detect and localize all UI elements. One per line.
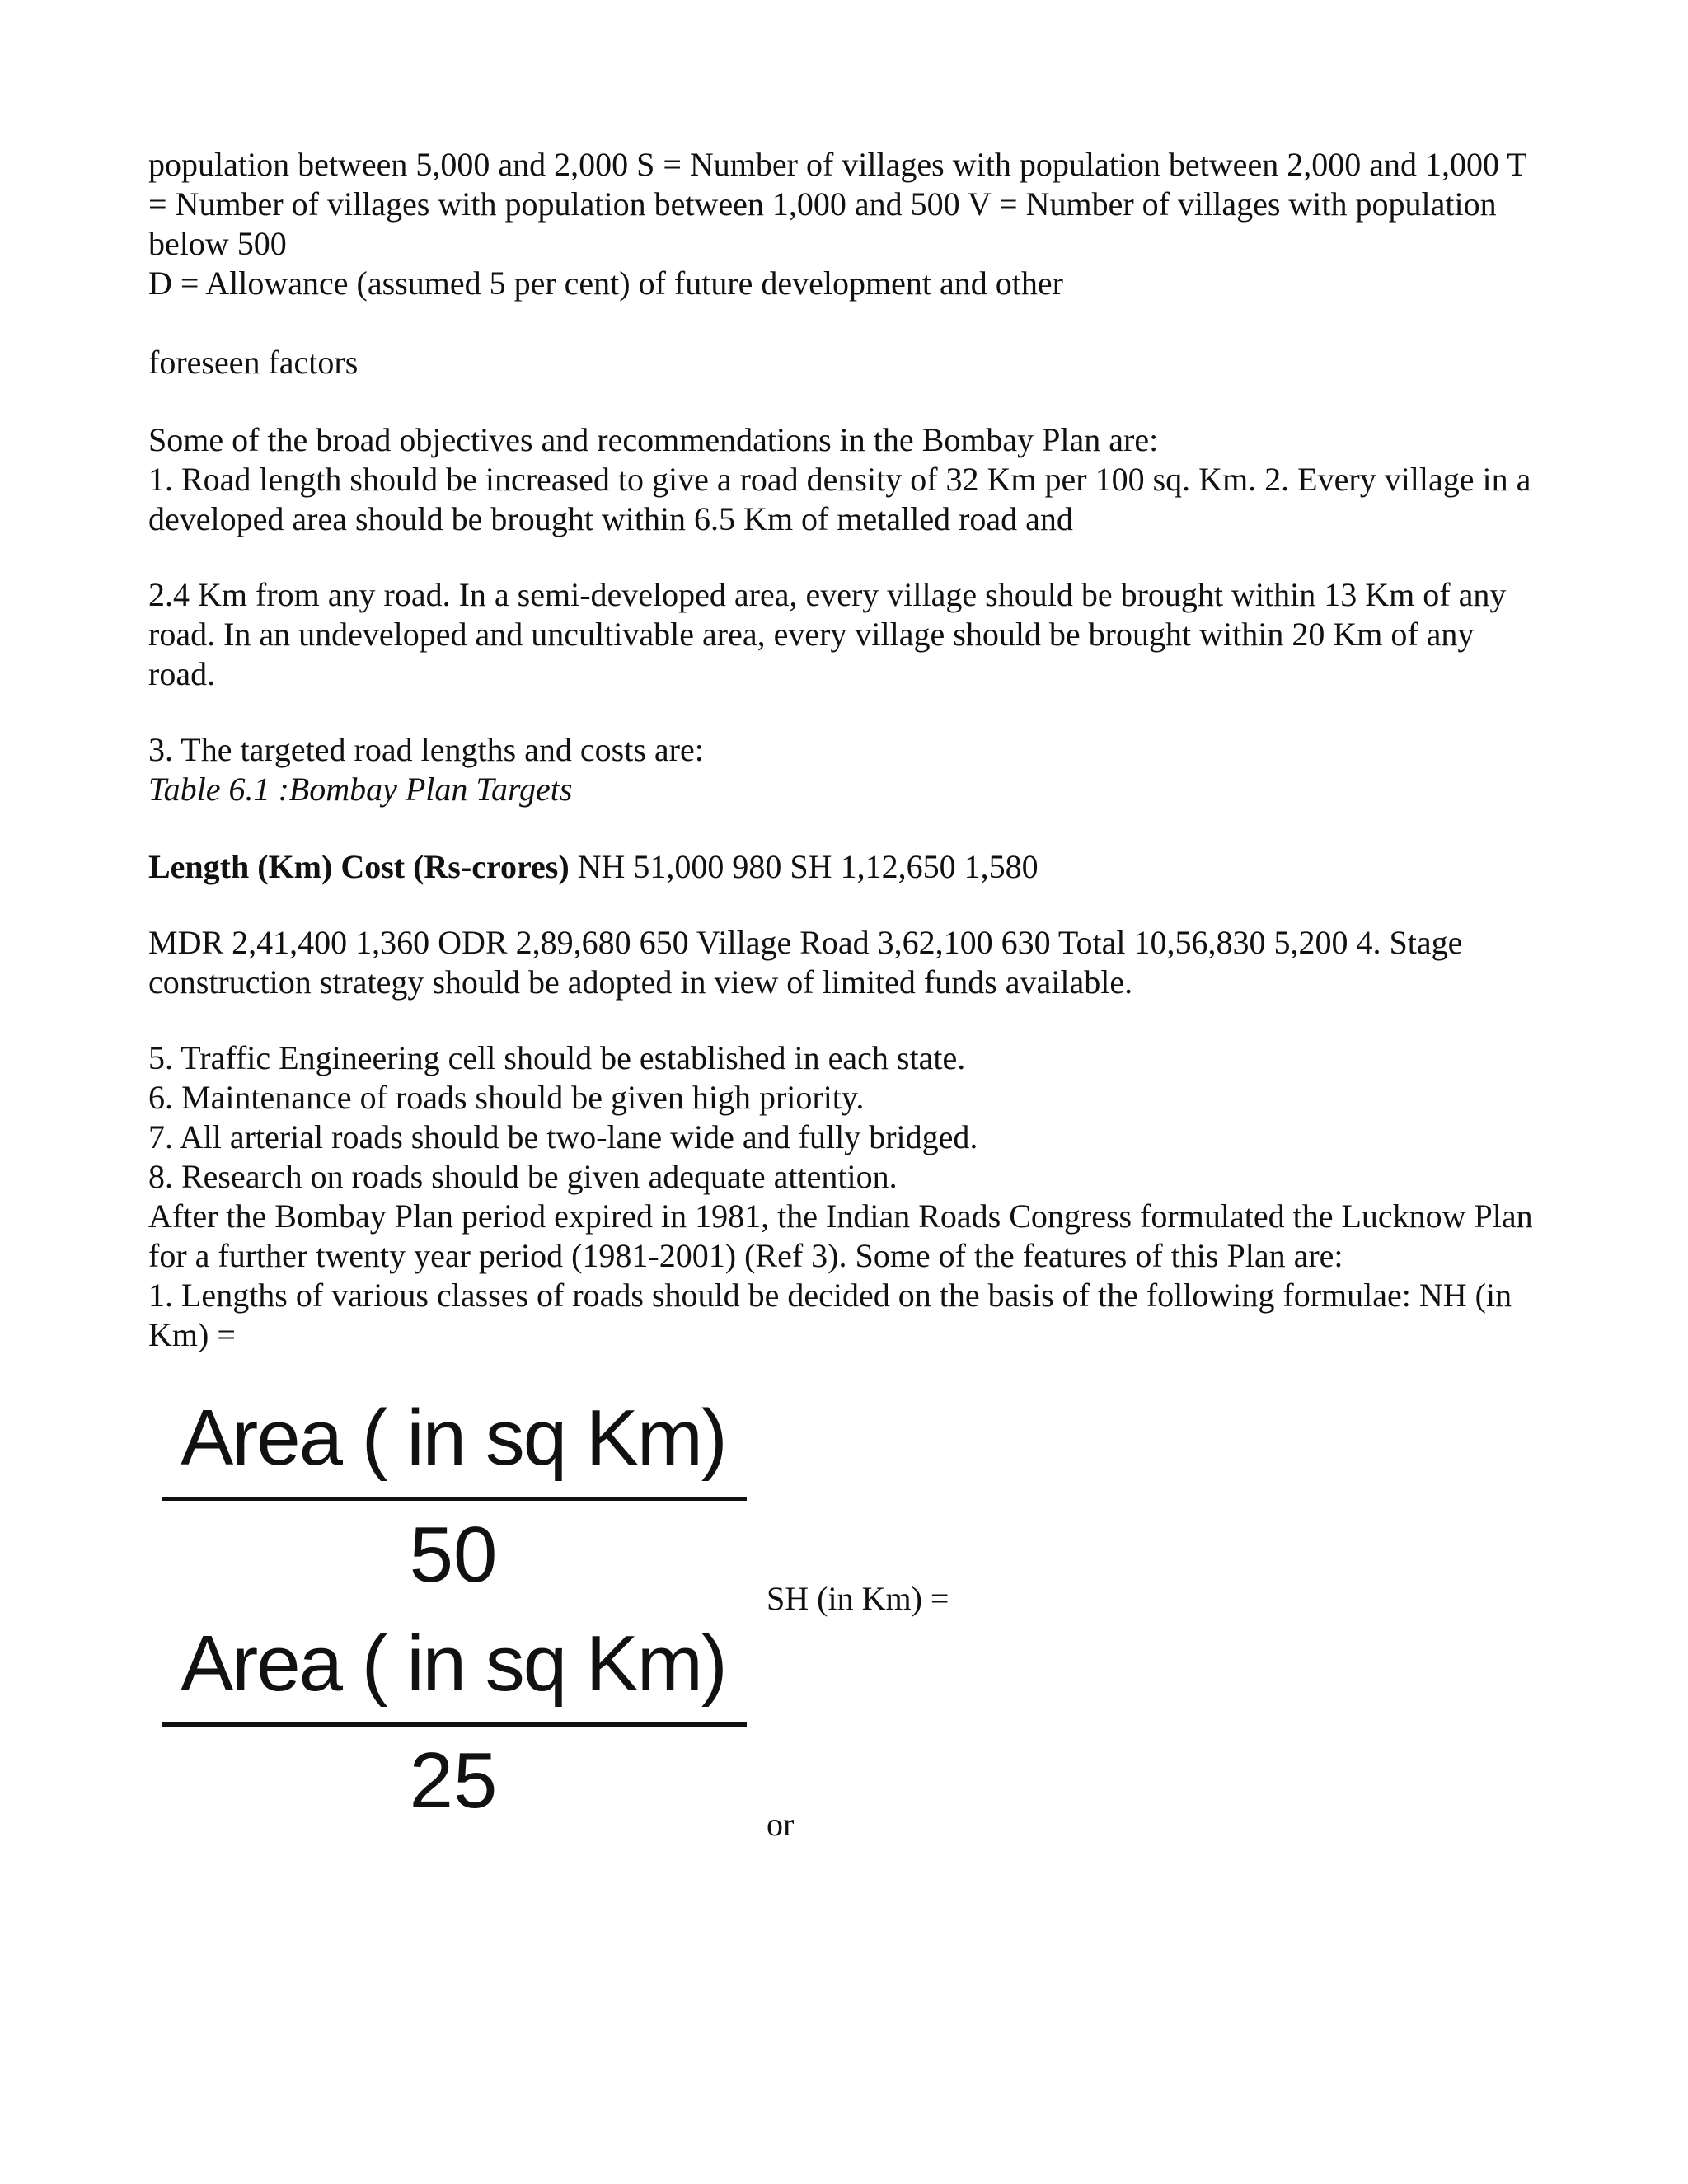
- fraction-bar: [162, 1497, 747, 1501]
- text-line: 8. Research on roads should be given adequate attention.: [148, 1158, 898, 1195]
- sh-label: SH (in Km) =: [767, 1580, 950, 1617]
- text-line: construction strategy should be adopted in view of limited funds available.: [148, 963, 1133, 1001]
- text-line: 3. The targeted road lengths and costs are:: [148, 731, 704, 768]
- text-line: population between 5,000 and 2,000 S = Number of villages with population between 2,000 and 1,000 T: [148, 146, 1527, 183]
- fraction-bar: [162, 1722, 747, 1727]
- table-caption: Table 6.1 :Bombay Plan Targets: [148, 771, 573, 808]
- text-line: Some of the broad objectives and recommendations in the Bombay Plan are:: [148, 421, 1159, 458]
- text-line: [148, 847, 1550, 887]
- text-line: Km) =: [148, 1316, 236, 1353]
- text-line: below 500: [148, 225, 287, 262]
- formula-denominator: 25: [409, 1736, 498, 1825]
- text-line: 7. All arterial roads should be two-lane wide and fully bridged.: [148, 1118, 978, 1155]
- text-line: road. In an undeveloped and uncultivable area, every village should be brought within 20 Km of any: [148, 616, 1475, 653]
- text-line: 1. Lengths of various classes of roads should be decided on the basis of the following formulae: NH (in: [148, 1277, 1512, 1314]
- paragraph-foreseen-factors: foreseen factors: [148, 344, 359, 381]
- paragraph-targets: [148, 730, 1550, 809]
- formula-nh: [157, 1393, 750, 1615]
- text-line: 2.4 Km from any road. In a semi-developed area, every village should be brought within 13 Km of any: [148, 576, 1507, 613]
- formula-sh: [157, 1619, 750, 1841]
- paragraph-bombay-plan-objectives: [148, 420, 1550, 539]
- text-line: MDR 2,41,400 1,360 ODR 2,89,680 650 Village Road 3,62,100 630 Total 10,56,830 5,200 4. Stage: [148, 924, 1463, 961]
- formula-numerator: Area ( in sq Km): [181, 1619, 726, 1708]
- formula-numerator: Area ( in sq Km): [181, 1394, 726, 1482]
- text-line: 1. Road length should be increased to give a road density of 32 Km per 100 sq. Km. 2. Every village in a: [148, 461, 1531, 498]
- or-label: or: [767, 1806, 795, 1843]
- paragraph-table-row-2: [148, 923, 1550, 1002]
- text-line: = Number of villages with population between 1,000 and 500 V = Number of villages with population: [148, 185, 1497, 223]
- paragraph-population-definitions: [148, 145, 1550, 303]
- text-line: 5. Traffic Engineering cell should be established in each state.: [148, 1039, 966, 1076]
- paragraph-road-distance: [148, 575, 1550, 694]
- text-line: developed area should be brought within 6.5 Km of metalled road and: [148, 500, 1073, 537]
- text-line: 6. Maintenance of roads should be given high priority.: [148, 1079, 865, 1116]
- table-values-text: NH 51,000 980 SH 1,12,650 1,580: [569, 848, 1039, 885]
- paragraph-recommendations: [148, 1038, 1550, 1355]
- table-header-text: Length (Km) Cost (Rs-crores): [148, 848, 570, 885]
- text-line: for a further twenty year period (1981-2001) (Ref 3). Some of the features of this Plan are:: [148, 1237, 1343, 1274]
- formula-denominator: 50: [409, 1511, 498, 1599]
- text-line: road.: [148, 655, 216, 692]
- paragraph-table-row-1: [148, 847, 1550, 887]
- text-line: After the Bombay Plan period expired in 1981, the Indian Roads Congress formulated the Lucknow Plan: [148, 1197, 1533, 1235]
- text-line: D = Allowance (assumed 5 per cent) of future development and other: [148, 265, 1063, 302]
